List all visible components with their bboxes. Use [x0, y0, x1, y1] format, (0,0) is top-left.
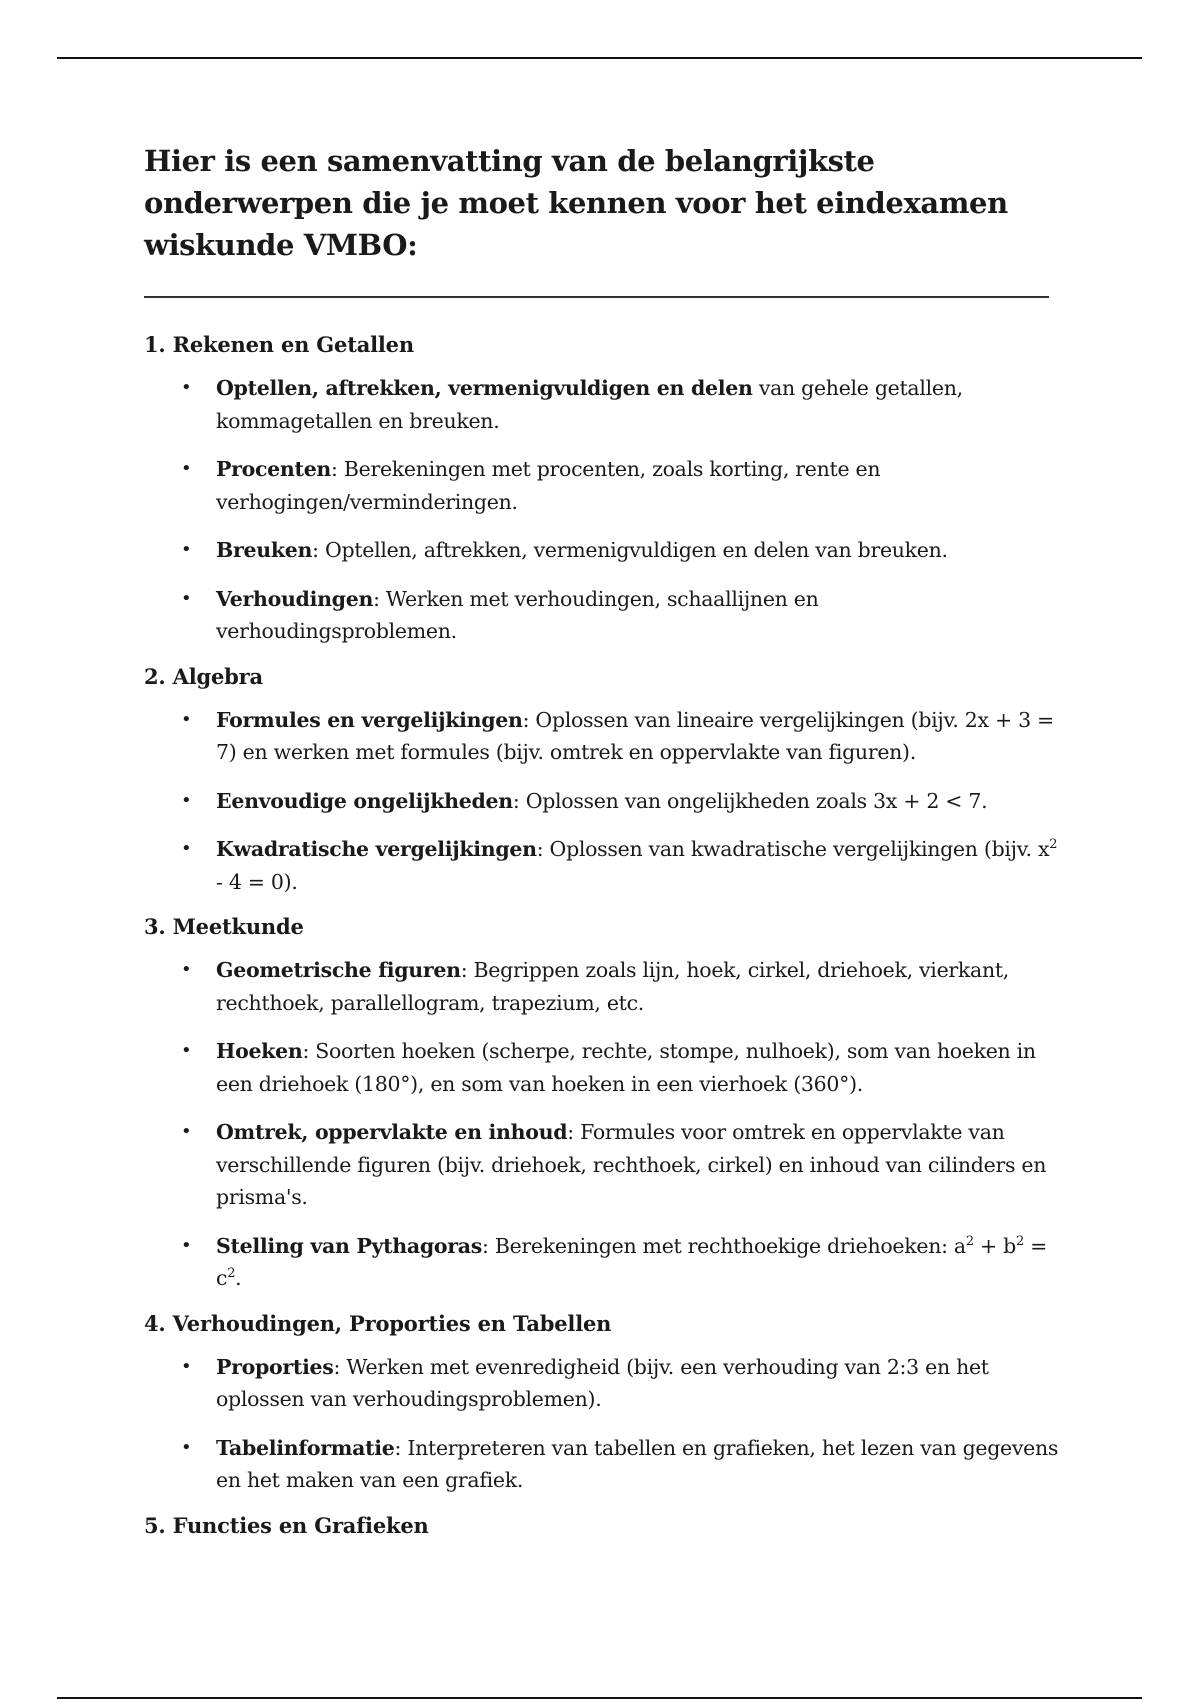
- item-text: van gehele getallen, kommagetallen en breuken.: [216, 376, 963, 433]
- bullet-icon: •: [181, 789, 192, 811]
- item-text: : Oplossen van ongelijkheden zoals 3x + 2 < 7.: [512, 788, 988, 813]
- item-term: Tabelinformatie: [216, 1435, 395, 1460]
- list-item: [144, 534, 1064, 567]
- superscript-two: 2: [1015, 1233, 1024, 1249]
- bullet-icon: •: [181, 1234, 192, 1256]
- item-text: : Soorten hoeken (scherpe, rechte, stompe, nulhoek), som van hoeken in een driehoek (180°), en som van hoeken in een vierhoek (360°).: [216, 1039, 1036, 1096]
- list-item: [144, 1351, 1064, 1416]
- item-term: Verhoudingen: [216, 586, 374, 611]
- section-heading: 1. Rekenen en Getallen: [144, 332, 414, 357]
- section-rekenen-en-getallen: [144, 330, 1064, 648]
- list-item: [144, 954, 1064, 1019]
- list-item: [144, 785, 1064, 818]
- item-text: : Oplossen van kwadratische vergelijkingen (bijv. $x^2 - 4 = 0$).: [216, 837, 1058, 894]
- item-text: : Werken met verhoudingen, schaallijnen en verhoudingsproblemen.: [216, 586, 819, 643]
- section-functies-en-grafieken: [144, 1511, 1064, 1541]
- item-text: : Berekeningen met rechthoekige driehoeken: $a^2 + b^2 = c^2$.: [216, 1233, 1048, 1290]
- item-term: Procenten: [216, 457, 332, 481]
- bullet-icon: •: [181, 838, 192, 859]
- list-item: [144, 1230, 1064, 1295]
- list-item: [144, 453, 1064, 518]
- list-item: [144, 704, 1064, 769]
- bullet-icon: •: [181, 1040, 192, 1061]
- bullet-icon: •: [181, 959, 192, 980]
- bullet-list: [144, 1351, 1064, 1497]
- list-item: [144, 372, 1064, 437]
- bullet-icon: •: [181, 458, 192, 479]
- section-heading: 5. Functies en Grafieken: [144, 1512, 429, 1538]
- bullet-list: [144, 954, 1064, 1295]
- bullet-icon: •: [181, 1436, 192, 1458]
- item-term: Breuken: [216, 538, 313, 562]
- item-term: Stelling van Pythagoras: [216, 1233, 483, 1258]
- item-text: : Optellen, aftrekken, vermenigvuldigen en delen van breuken.: [312, 538, 948, 562]
- item-term: Proporties: [216, 1354, 334, 1379]
- superscript-two: 2: [1049, 837, 1058, 852]
- page-top-rule: [57, 57, 1142, 59]
- list-item: [144, 1432, 1064, 1497]
- bullet-icon: •: [181, 587, 192, 609]
- list-item: [144, 1035, 1064, 1100]
- page-bottom-rule: [57, 1697, 1142, 1699]
- item-text: : Oplossen van lineaire vergelijkingen (bijv. 2x + 3 = 7) en werken met formules (bijv. omtrek en oppervlakte van figuren).: [216, 707, 1054, 764]
- item-term: Omtrek, oppervlakte en inhoud: [216, 1120, 568, 1144]
- item-text: : Interpreteren van tabellen en grafieken, het lezen van gegevens en het maken van een grafiek.: [216, 1435, 1059, 1492]
- section-meetkunde: [144, 912, 1064, 1295]
- bullet-list: [144, 704, 1064, 899]
- list-item: [144, 833, 1064, 898]
- bullet-icon: •: [181, 539, 192, 560]
- section-verhoudingen-proporties-tabellen: [144, 1309, 1064, 1497]
- item-text: : Formules voor omtrek en oppervlakte van verschillende figuren (bijv. driehoek, rechthoek, cirkel) en inhoud van cilinders en prisma's.: [216, 1120, 1047, 1209]
- item-text: : Werken met evenredigheid (bijv. een verhouding van 2:3 en het oplossen van verhoudingsproblemen).: [216, 1354, 989, 1411]
- section-heading: 2. Algebra: [144, 663, 263, 689]
- section-algebra: [144, 662, 1064, 899]
- section-heading: 4. Verhoudingen, Proporties en Tabellen: [144, 1310, 612, 1336]
- item-text: : Berekeningen met procenten, zoals korting, rente en verhogingen/verminderingen.: [216, 457, 881, 514]
- document-body: [144, 140, 1064, 1541]
- item-term: Geometrische figuren: [216, 958, 461, 982]
- title-divider: [144, 296, 1049, 298]
- superscript-two: 2: [227, 1266, 236, 1281]
- item-term: Kwadratische vergelijkingen: [216, 837, 537, 861]
- bullet-icon: •: [181, 708, 192, 730]
- item-term: Formules en vergelijkingen: [216, 707, 523, 732]
- bullet-list: [144, 372, 1064, 648]
- bullet-icon: •: [181, 1121, 192, 1142]
- bullet-icon: •: [181, 1355, 192, 1377]
- item-text: : Begrippen zoals lijn, hoek, cirkel, driehoek, vierkant, rechthoek, parallellogram, trapezium, etc.: [216, 958, 1010, 1015]
- superscript-two: 2: [965, 1233, 974, 1249]
- section-heading: 3. Meetkunde: [144, 914, 304, 939]
- bullet-icon: •: [181, 377, 192, 398]
- item-term: Hoeken: [216, 1039, 303, 1063]
- document-title: Hier is een samenvatting van de belangrijkste onderwerpen die je moet kennen voor het eindexamen wiskunde VMBO:: [144, 144, 1008, 262]
- list-item: [144, 583, 1064, 648]
- item-term: Optellen, aftrekken, vermenigvuldigen en delen: [216, 376, 753, 400]
- item-term: Eenvoudige ongelijkheden: [216, 788, 513, 813]
- list-item: [144, 1116, 1064, 1214]
